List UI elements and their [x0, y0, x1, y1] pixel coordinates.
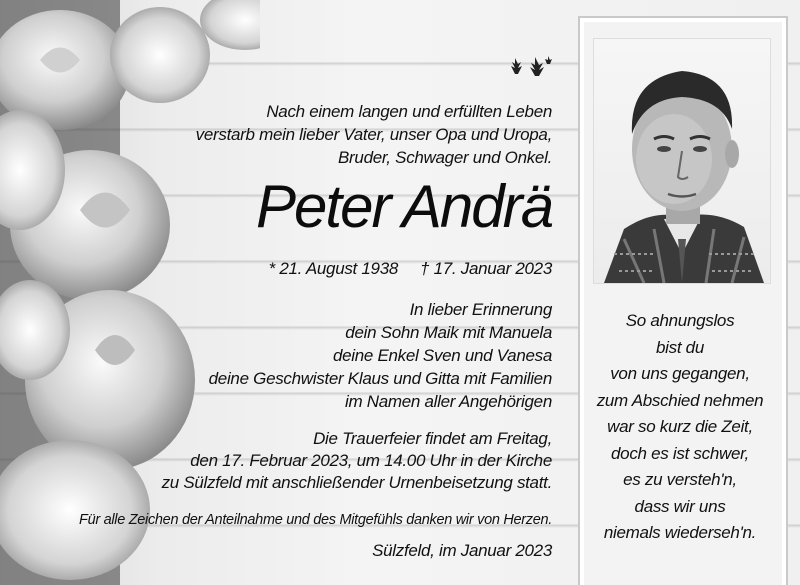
poem-line: niemals wiederseh'n.: [603, 523, 757, 542]
family-line: im Namen aller Angehörigen: [344, 392, 552, 411]
life-dates: [269, 258, 552, 280]
family-list: [209, 298, 552, 413]
poem-line: bist du: [656, 337, 704, 357]
death-date: † 17. Januar 2023: [420, 259, 552, 278]
place-date: Sülzfeld, im Januar 2023: [372, 541, 552, 560]
poem-line: dass wir uns: [634, 496, 726, 516]
intro-line: verstarb mein lieber Vater, unser Opa und Uropa,: [195, 125, 552, 144]
deceased-name: Peter Andrä: [256, 173, 552, 240]
poem-line: von uns gegangen,: [610, 364, 750, 383]
poem: [580, 308, 780, 547]
portrait-icon: [594, 39, 770, 283]
service-line: den 17. Februar 2023, um 14.00 Uhr in der Kirche: [190, 451, 552, 470]
family-line: dein Sohn Maik mit Manuela: [345, 323, 552, 342]
poem-line: doch es ist schwer,: [611, 443, 749, 463]
service-line: Die Trauerfeier findet am Freitag,: [313, 429, 552, 448]
poem-line: So ahnungslos: [625, 311, 735, 330]
intro-text: [196, 100, 552, 169]
funeral-service-info: [162, 428, 552, 494]
birth-date: * 21. August 1938: [268, 259, 399, 278]
poem-line: war so kurz die Zeit,: [607, 417, 753, 436]
service-line: zu Sülzfeld mit anschließender Urnenbeisetzung statt.: [161, 473, 552, 492]
family-line: deine Enkel Sven und Vanesa: [332, 346, 552, 365]
thanks-text: Für alle Zeichen der Anteilnahme und des Mitgefühls danken wir von Herzen.: [79, 512, 552, 528]
portrait-photo: [593, 38, 771, 284]
intro-line: Nach einem langen und erfüllten Leben: [266, 102, 552, 121]
trees-decoration-icon: [505, 52, 555, 80]
roses-decoration-icon: [0, 0, 260, 585]
poem-line: es zu versteh'n,: [623, 470, 737, 489]
poem-line: zum Abschied nehmen: [596, 390, 764, 410]
family-line: In lieber Erinnerung: [409, 300, 552, 319]
intro-line: Bruder, Schwager und Onkel.: [338, 148, 552, 167]
family-line: deine Geschwister Klaus und Gitta mit Familien: [208, 369, 552, 388]
